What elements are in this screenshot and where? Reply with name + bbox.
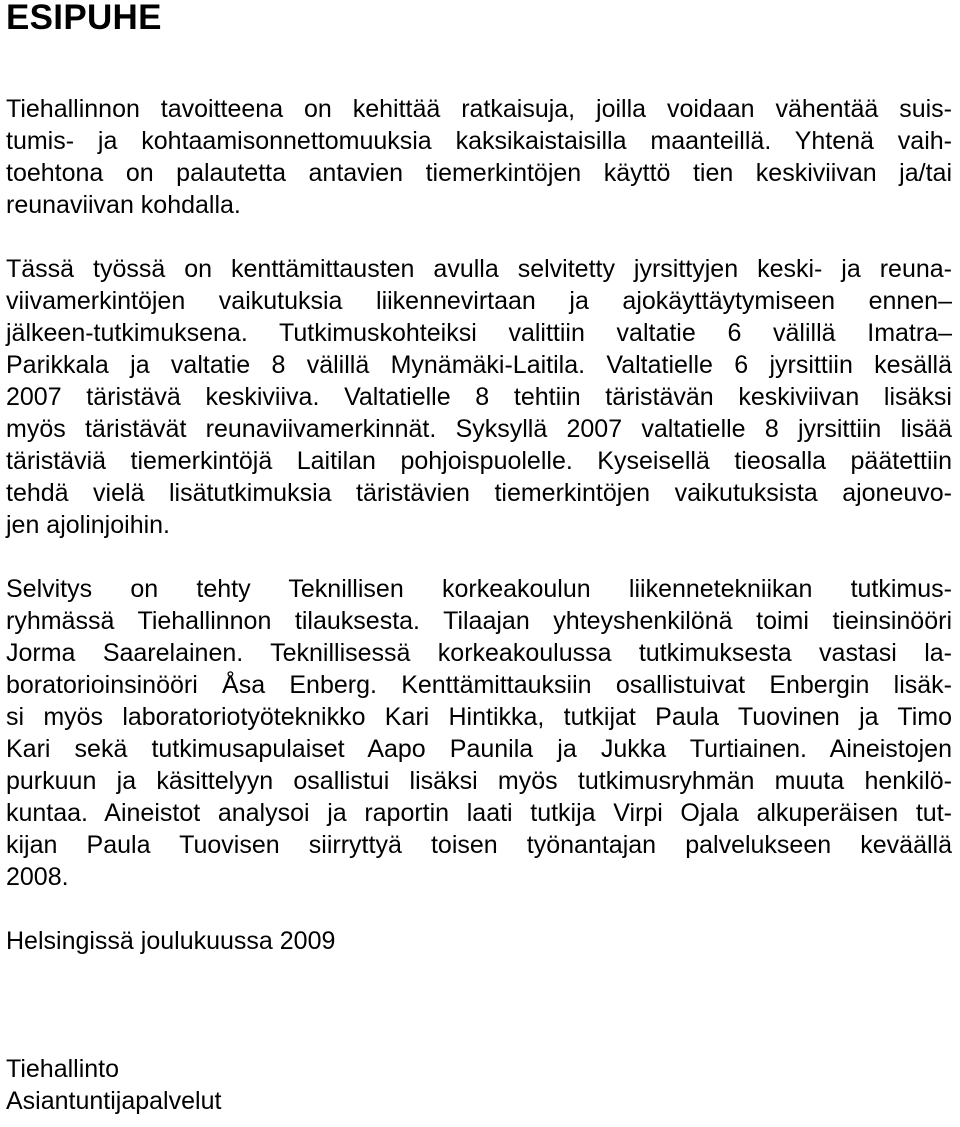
paragraph-line: Jorma Saarelainen. Teknillisessä korkeakoulussa tutkimuksesta vastasi la- xyxy=(6,639,952,667)
signature-organization: Tiehallinto xyxy=(6,1055,120,1083)
paragraph-line: kuntaa. Aineistot analysoi ja raportin laati tutkija Virpi Ojala alkuperäisen tut- xyxy=(6,799,952,827)
paragraph-line: boratorioinsinööri Åsa Enberg. Kenttämittauksiin osallistuivat Enbergin lisäk- xyxy=(6,671,952,699)
paragraph-line: jälkeen-tutkimuksena. Tutkimuskohteiksi valittiin valtatie 6 välillä Imatra– xyxy=(6,319,952,347)
paragraph-line: myös täristävät reunaviivamerkinnät. Syksyllä 2007 valtatielle 8 jyrsittiin lisää xyxy=(6,415,952,443)
paragraph-line: reunaviivan kohdalla. xyxy=(6,191,241,219)
paragraph-line: 2008. xyxy=(6,863,69,891)
paragraph-line: tumis- ja kohtaamisonnettomuuksia kaksikaistaisilla maanteillä. Yhtenä vaih- xyxy=(6,127,952,155)
paragraph-line: ryhmässä Tiehallinnon tilauksesta. Tilaajan yhteyshenkilönä toimi tieinsinööri xyxy=(6,607,952,635)
paragraph-line: Kari sekä tutkimusapulaiset Aapo Paunila ja Jukka Turtiainen. Aineistojen xyxy=(6,735,952,763)
paragraph-line: kijan Paula Tuovisen siirryttyä toisen työnantajan palvelukseen keväällä xyxy=(6,831,952,859)
signature-unit: Asiantuntijapalvelut xyxy=(6,1087,222,1115)
paragraph-line: Selvitys on tehty Teknillisen korkeakoulun liikennetekniikan tutkimus- xyxy=(6,575,952,603)
paragraph-line: täristäviä tiemerkintöjä Laitilan pohjoispuolelle. Kyseisellä tieosalla päätettiin xyxy=(6,447,952,475)
paragraph-line: Tässä työssä on kenttämittausten avulla selvitetty jyrsittyjen keski- ja reuna- xyxy=(6,255,952,283)
paragraph-line: viivamerkintöjen vaikutuksia liikennevirtaan ja ajokäyttäytymiseen ennen– xyxy=(6,287,952,315)
paragraph-line: purkuun ja käsittelyyn osallistui lisäksi myös tutkimusryhmän muuta henkilö- xyxy=(6,767,952,795)
paragraph-line: Parikkala ja valtatie 8 välillä Mynämäki-Laitila. Valtatielle 6 jyrsittiin kesällä xyxy=(6,351,952,379)
paragraph-line: 2007 täristävä keskiviiva. Valtatielle 8 tehtiin täristävän keskiviivan lisäksi xyxy=(6,383,952,411)
paragraph-line: toehtona on palautetta antavien tiemerkintöjen käyttö tien keskiviivan ja/tai xyxy=(6,159,952,187)
place-date: Helsingissä joulukuussa 2009 xyxy=(6,927,336,955)
paragraph-line: Tiehallinnon tavoitteena on kehittää ratkaisuja, joilla voidaan vähentää suis- xyxy=(6,95,952,123)
paragraph-line: tehdä vielä lisätutkimuksia täristävien tiemerkintöjen vaikutuksista ajoneuvo- xyxy=(6,479,952,507)
paragraph-line: jen ajolinjoihin. xyxy=(6,511,171,539)
paragraph-line: si myös laboratoriotyöteknikko Kari Hintikka, tutkijat Paula Tuovinen ja Timo xyxy=(6,703,952,731)
page-title: ESIPUHE xyxy=(6,0,162,37)
